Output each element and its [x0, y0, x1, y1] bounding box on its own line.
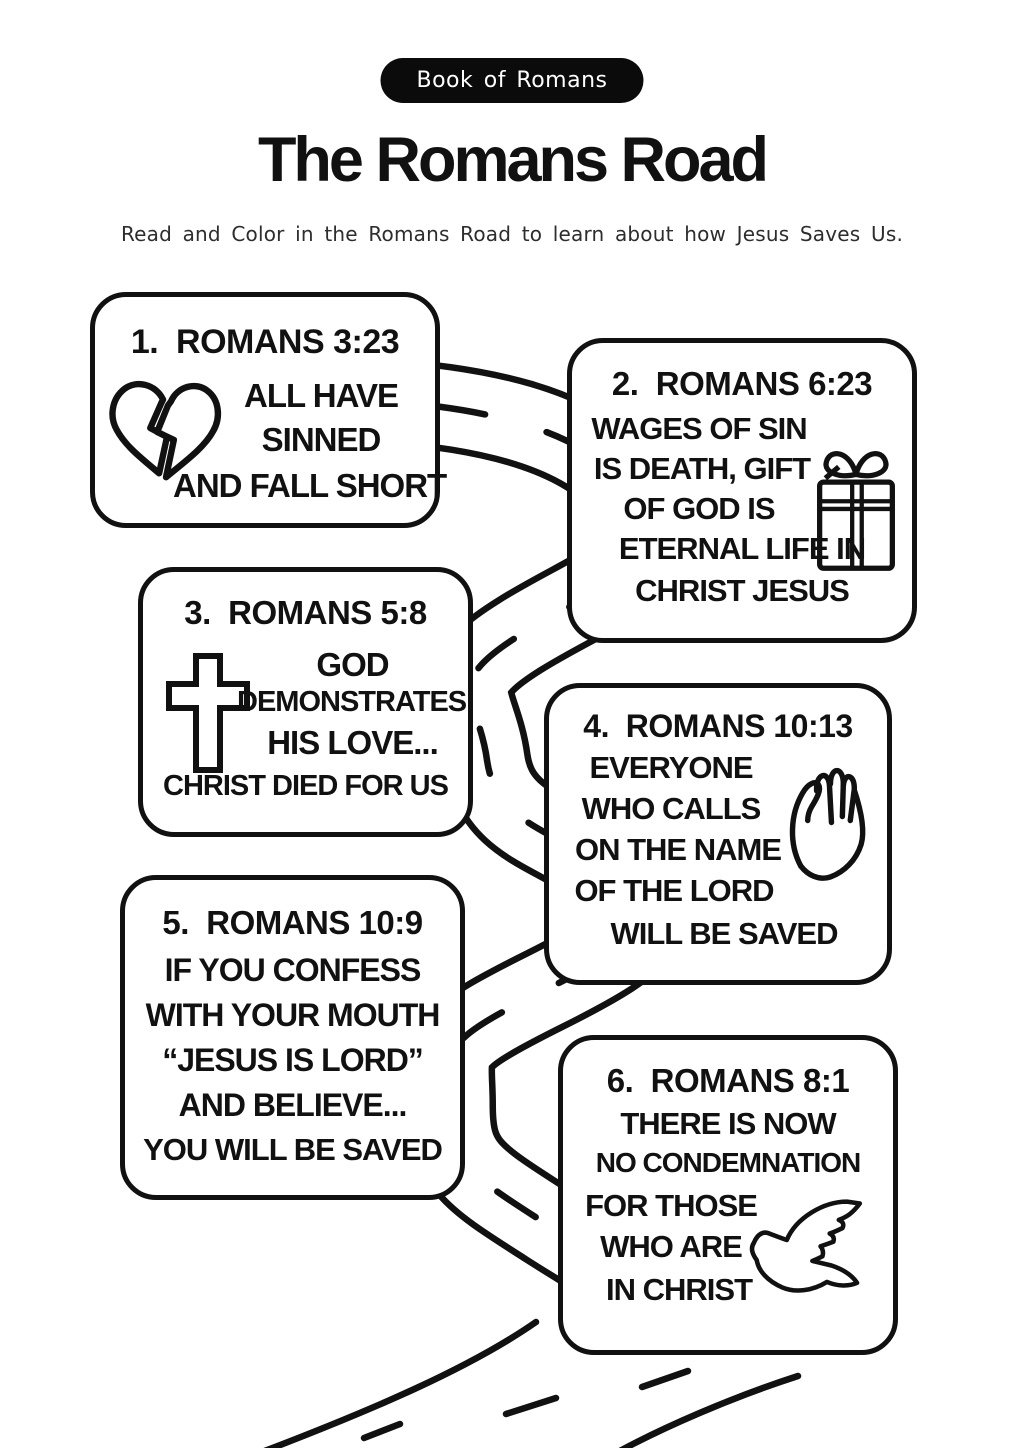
verse-heading: 3. ROMANS 5:8	[184, 594, 427, 631]
verse-line: “JESUS IS LORD”	[162, 1042, 423, 1078]
verse-line: WITH YOUR MOUTH	[145, 997, 440, 1033]
verse-box-5	[120, 875, 465, 1200]
verse-line: ALL HAVE	[244, 377, 398, 414]
verse-heading: 2. ROMANS 6:23	[611, 365, 873, 402]
verse-box-6	[558, 1035, 898, 1355]
verse-box-4	[544, 683, 892, 985]
verse-line: OF GOD IS	[623, 491, 775, 526]
verse-line: NO CONDEMNATION	[595, 1147, 861, 1178]
verse-line: OF THE LORD	[574, 873, 774, 908]
verse-box-2	[567, 338, 917, 643]
verse-line: CHRIST DIED FOR US	[163, 770, 448, 802]
page-subtitle: Read and Color in the Romans Road to learn about how Jesus Saves Us.	[120, 222, 904, 246]
verse-heading: 1. ROMANS 3:23	[130, 323, 400, 361]
verse-heading: 5. ROMANS 10:9	[162, 904, 423, 941]
verse-line: ON THE NAME	[575, 832, 781, 867]
book-badge: Book of Romans	[380, 58, 643, 103]
verse-line: IS DEATH, GIFT	[593, 451, 811, 486]
verse-line: WAGES OF SIN	[591, 411, 807, 446]
verse-line: ETERNAL LIFE IN	[618, 531, 866, 566]
verse-line: WILL BE SAVED	[610, 916, 838, 951]
verse-heading: 4. ROMANS 10:13	[583, 708, 853, 744]
verse-line: WHO ARE	[600, 1229, 742, 1264]
page-title: The Romans Road	[257, 125, 767, 195]
verse-box-1	[90, 292, 447, 528]
verse-heading: 6. ROMANS 8:1	[606, 1062, 850, 1099]
verse-box-3	[138, 567, 473, 837]
verse-line: IF YOU CONFESS	[164, 952, 421, 988]
verse-line: GOD	[316, 646, 389, 683]
verse-line: AND FALL SHORT	[173, 467, 447, 504]
verse-line: AND BELIEVE...	[178, 1087, 407, 1123]
verse-line: EVERYONE	[589, 750, 753, 785]
verse-line: HIS LOVE...	[267, 724, 438, 761]
verse-line: IN CHRIST	[606, 1272, 752, 1307]
verse-line: CHRIST JESUS	[635, 573, 849, 608]
verse-line: WHO CALLS	[581, 791, 761, 826]
verse-line: SINNED	[261, 421, 381, 458]
verse-line: DEMONSTRATES	[237, 686, 467, 718]
verse-line: FOR THOSE	[585, 1188, 757, 1223]
verse-line: YOU WILL BE SAVED	[143, 1132, 442, 1167]
verse-line: THERE IS NOW	[620, 1106, 836, 1141]
